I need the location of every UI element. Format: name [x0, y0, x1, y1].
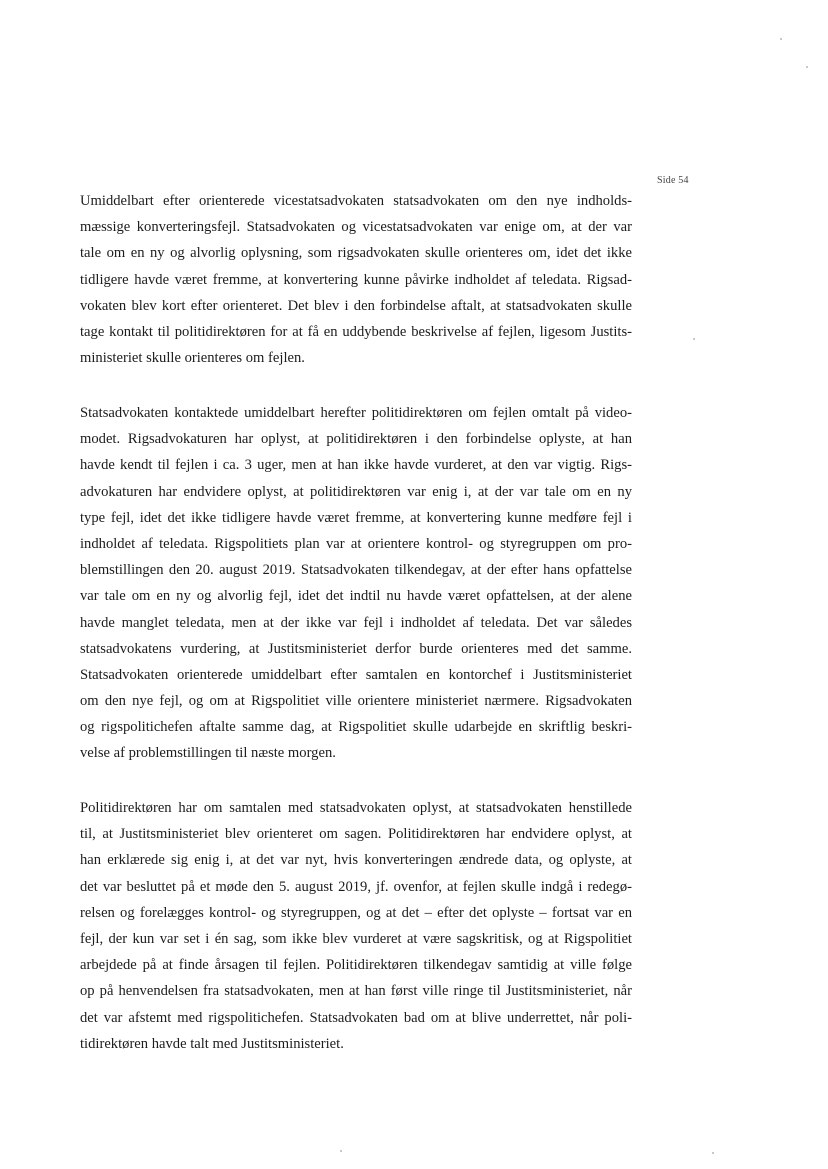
text-line: det var afstemt med rigspolitichefen. Statsadvokaten bad om at blive underrettet, når poli- — [80, 1009, 632, 1026]
text-line: tale om en ny og alvorlig oplysning, som rigsadvokaten skulle orienteres om, idet det ikke — [80, 245, 632, 262]
text-line: type fejl, idet det ikke tidligere havde været fremme, at konvertering kunne medføre fejl i — [80, 509, 632, 526]
text-line: Umiddelbart efter orienterede vicestatsadvokaten statsadvokaten om den nye indholds- — [80, 193, 632, 209]
scan-speck — [340, 1150, 342, 1152]
text-line: blemstillingen den 20. august 2019. Statsadvokaten tilkendegav, at der efter hans opfattelse — [80, 562, 632, 579]
text-line: relsen og forelægges kontrol- og styregruppen, og at det – efter det oplyste – fortsat var en — [80, 904, 632, 921]
text-line: Politidirektøren har om samtalen med statsadvokaten oplyst, at statsadvokaten henstillede — [80, 800, 632, 816]
text-line: indholdet af teledata. Rigspolitiets plan var at orientere kontrol- og styregruppen om pro- — [80, 535, 632, 552]
text-line: mæssige konverteringsfejl. Statsadvokaten og vicestatsadvokaten var enige om, at der var — [80, 219, 632, 236]
page-number: Side 54 — [657, 175, 689, 186]
text-line: Statsadvokaten orienterede umiddelbart efter samtalen en kontorchef i Justitsministeriet — [80, 666, 632, 683]
text-line: ministeriet skulle orienteres om fejlen. — [80, 350, 305, 367]
text-line: tage kontakt til politidirektøren for at få en uddybende beskrivelse af fejlen, ligesom Justits- — [80, 323, 632, 340]
paragraph-1 — [80, 188, 632, 371]
scan-speck — [806, 66, 808, 68]
text-line: han erklærede sig enig i, at det var nyt, hvis konverteringen ændrede data, og oplyste, at — [80, 852, 632, 869]
paragraph-2 — [80, 400, 632, 767]
text-line: var tale om en ny og alvorlig fejl, idet det indtil nu havde været opfattelsen, at der alene — [80, 588, 632, 605]
text-line: til, at Justitsministeriet blev orienteret om sagen. Politidirektøren har endvidere oplyst, at — [80, 826, 632, 843]
scan-speck — [693, 338, 695, 340]
text-line: tidligere havde været fremme, at konvertering kunne påvirke indholdet af teledata. Rigsad- — [80, 271, 632, 288]
text-line: tidirektøren havde talt med Justitsministeriet. — [80, 1035, 344, 1052]
text-line: vokaten blev kort efter orienteret. Det blev i den forbindelse aftalt, at statsadvokaten skulle — [80, 297, 632, 314]
text-line: op på henvendelsen fra statsadvokaten, men at han først ville ringe til Justitsministeriet, når — [80, 983, 632, 1000]
text-line: og rigspolitichefen aftalte samme dag, at Rigspolitiet skulle udarbejde en skriftlig beskri- — [80, 719, 632, 736]
scan-speck — [712, 1152, 714, 1154]
scan-speck — [780, 38, 782, 40]
text-line: advokaturen har endvidere oplyst, at politidirektøren var enig i, at der var tale om en ny — [80, 483, 632, 500]
text-line: velse af problemstillingen til næste morgen. — [80, 745, 336, 762]
text-line: havde manglet teledata, men at der ikke var fejl i indholdet af teledata. Det var således — [80, 614, 632, 631]
text-line: fejl, der kun var set i én sag, som ikke blev vurderet at være sagskritisk, og at Rigspolitiet — [80, 930, 632, 947]
text-line: Statsadvokaten kontaktede umiddelbart herefter politidirektøren om fejlen omtalt på video- — [80, 405, 632, 421]
paragraph-3 — [80, 795, 632, 1057]
text-line: arbejdede på at finde årsagen til fejlen. Politidirektøren tilkendegav samtidig at ville følge — [80, 957, 632, 974]
text-line: det var besluttet på et møde den 5. august 2019, jf. ovenfor, at fejlen skulle indgå i redegø- — [80, 878, 632, 895]
text-line: havde kendt til fejlen i ca. 3 uger, men at han ikke havde vurderet, at den var vigtig. Rigs- — [80, 457, 632, 474]
text-line: om den nye fejl, og om at Rigspolitiet ville orientere ministeriet nærmere. Rigsadvokaten — [80, 693, 632, 710]
text-line: statsadvokatens vurdering, at Justitsministeriet derfor burde orienteres med det samme. — [80, 640, 632, 657]
text-line: modet. Rigsadvokaturen har oplyst, at politidirektøren i den forbindelse oplyste, at han — [80, 431, 632, 448]
